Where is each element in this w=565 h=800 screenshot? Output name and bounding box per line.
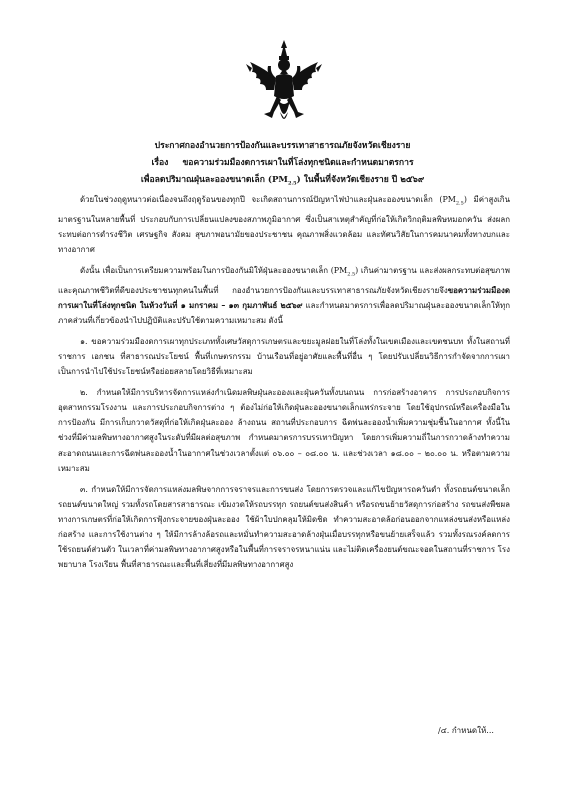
highlight-phrase: ขอความร่วมมืองดการเผาในที่โล่งทุกชนิด ในห้วงวันที่ ๑ มกราคม – ๑๓ กุมภาพันธ์ ๒๕๖๙: [58, 285, 510, 310]
paragraph-measure-1: ๑. ขอความร่วมมืองดการเผาทุกประเภททั้งเศษวัสดุการเกษตรและขยะมูลฝอยในที่โล่งทั้งในเขตเมืองและเขตชนบท ทั้งในสถานที่ราชการ เอกชน ที่สาธารณประโยชน์ พื้นที่เกษตรกรรม บ้านเรือนที่อยู่อาศัยและพื้นที่อื่น ๆ โดยปรับเปลี่ยนวิธีการกำจัดจากการเผาเป็นการนำไปใช้ประโยชน์หรือย่อยสลายโดยวิธีที่เหมาะสม: [58, 336, 510, 377]
header-line-2: [40, 155, 525, 172]
header-line-3: เพื่อลดปริมาณฝุ่นละอองขนาดเล็ก $(PM_{2.5})$ ในพื้นที่จังหวัดเชียงราย ปี ๒๕๖๙: [140, 175, 425, 187]
subject-label: เรื่อง: [151, 158, 169, 168]
subject-text: ขอความร่วมมืองดการเผาในที่โล่งทุกชนิดและกำหนดมาตรการ: [182, 158, 414, 168]
continuation-note: /๔. กำหนดให้...: [438, 726, 494, 735]
paragraph-measure-3: ๓. กำหนดให้มีการจัดการแหล่งมลพิษจากการจราจรและการขนส่ง โดยการตรวจและแก้ไขปัญหารถควันดำ ทั้งรถยนต์ขนาดเล็ก รถยนต์ขนาดใหญ่ รวมทั้งรถโดยสารสาธารณะ เข้มงวดให้รถบรรทุก รถยนต์ขนส่งสินค้า หรือรถขนย้ายวัสดุการก่อสร้าง รถขนส่งพืชผลทางการเกษตรที่ก่อให้เกิดการฟุ้งกระจายของฝุ่นละออง ใช้ผ้าใบปกคลุมให้มิดชิด ทำความสะอาดล้อก่อนออกจากแหล่งขนส่งหรือแหล่งก่อสร้าง และการใช้งานต่าง ๆ ให้มีการล้างล้อรถและหมั่นทำความสะอาดล้างฝุ่นเมื่อบรรทุกหรือขนย้ายเสร็จแล้ว รวมทั้งรณรงค์ลดการใช้รถยนต์ส่วนตัว ในเวลาที่ค่ามลพิษทางอากาศสูงหรือในพื้นที่การจราจรหนาแน่น และไม่ติดเครื่องยนต์ขณะจอดในสถานที่ราชการ โรงพยาบาล โรงเรียน พื้นที่สาธารณะและพื้นที่เสี่ยงที่มีมลพิษทางอากาศสูง: [58, 484, 510, 570]
garuda-emblem: [244, 38, 324, 130]
paragraph-intro: ด้วยในช่วงฤดูหนาวต่อเนื่องจนถึงฤดูร้อนของทุกปี จะเกิดสถานการณ์ปัญหาไฟป่าและฝุ่นละอองขนาดเล็ก $(PM_{2.5})$ มีค่าสูงเกินมาตรฐานในหลายพื้นที่ ประกอบกับการเปลี่ยนแปลงของสภาพภูมิอากาศ ซึ่งเป็นสาเหตุสำคัญที่ก่อให้เกิดวิกฤติมลพิษหมอกควัน ส่งผลกระทบต่อการดำรงชีวิต เศรษฐกิจ สังคม สุขภาพอนามัยของประชาชน คุณภาพสิ่งแวดล้อม และทัศนวิสัยในการคมนาคมทั้งทางบกและทางอากาศ: [58, 195, 510, 254]
document-body: [58, 192, 510, 578]
header-line-1: ประกาศกองอำนวยการป้องกันและบรรเทาสาธารณภัยจังหวัดเชียงราย: [154, 141, 411, 151]
paragraph-therefore: ดังนั้น เพื่อเป็นการเตรียมความพร้อมในการป้องกันมิให้ฝุ่นละอองขนาดเล็ก $(PM_{2.5})$ เกินค่ามาตรฐาน และส่งผลกระทบต่อสุขภาพและคุณภาพชีวิตที่ดีของประชาชนทุกคนในพื้นที่ กองอำนวยการป้องกันและบรรเทาสาธารณภัยจังหวัดเชียงรายจึงขอความร่วมมืองดการเผาในที่โล่งทุกชนิด ในห้วงวันที่ ๑ มกราคม – ๑๓ กุมภาพันธ์ ๒๕๖๙ และกำหนดมาตรการเพื่อลดปริมาณฝุ่นละอองขนาดเล็กให้ทุกภาคส่วนที่เกี่ยวข้องนำไปปฏิบัติและปรับใช้ตามความเหมาะสม ดังนี้: [58, 265, 510, 325]
paragraph-measure-2: ๒. กำหนดให้มีการบริหารจัดการแหล่งกำเนิดมลพิษฝุ่นละอองและฝุ่นควันทั้งบนถนน การก่อสร้างอาคาร การประกอบกิจการอุตสาหกรรมโรงงาน และการประกอบกิจการต่าง ๆ ต้องไม่ก่อให้เกิดฝุ่นละอองขนาดเล็กแพร่กระจาย โดยใช้อุปกรณ์หรือเครื่องมือในการป้องกัน มีการเก็บกวาดวัสดุที่ก่อให้เกิดฝุ่นละออง ล้างถนน สถานที่ประกอบการ ฉีดพ่นละอองน้ำเพิ่มความชุ่มชื้นในอากาศ ทั้งนี้ในช่วงที่มีค่ามลพิษทางอากาศสูงในระดับที่มีผลต่อสุขภาพ กำหนดมาตรการบรรเทาปัญหา โดยการเพิ่มความถี่ในการกวาดล้างทำความสะอาดถนนและการฉีดพ่นละอองน้ำในอากาศในช่วงเวลาตั้งแต่ ๐๖.๐๐ – ๐๘.๐๐ น. และช่วงเวลา ๑๘.๐๐ – ๒๐.๐๐ น. หรือตามความเหมาะสม: [58, 388, 510, 473]
document-header: [40, 138, 525, 193]
